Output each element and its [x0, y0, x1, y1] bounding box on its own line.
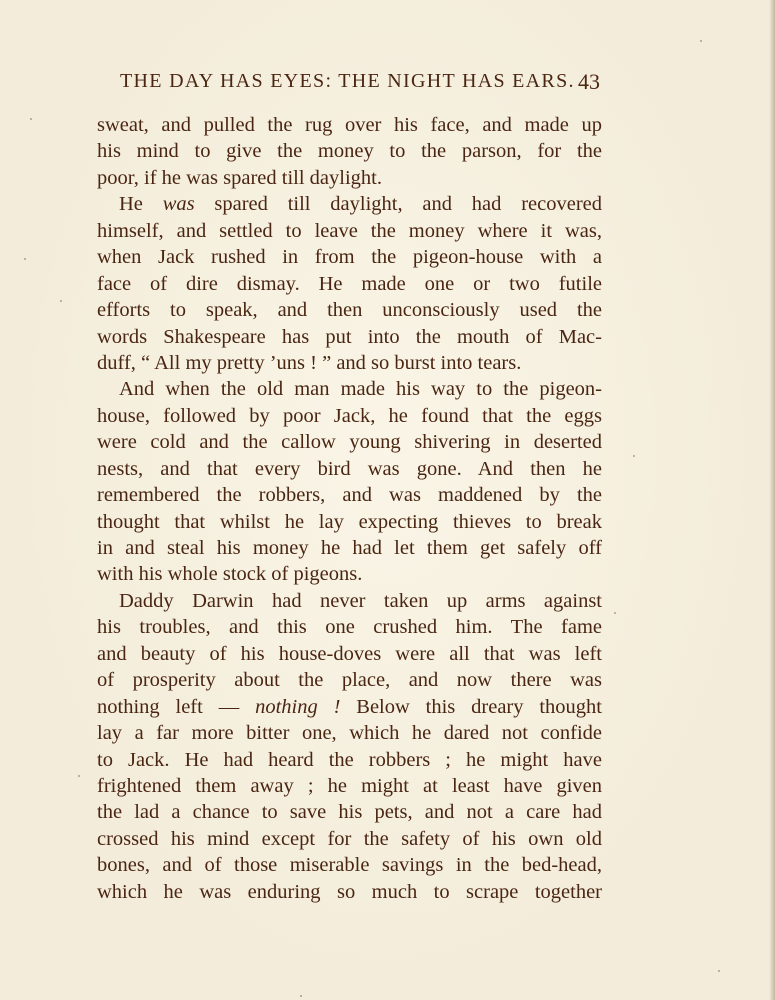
paper-speck — [78, 775, 80, 777]
text-line: which he was enduring so much to scrape together — [97, 880, 602, 903]
running-head — [120, 70, 600, 96]
text-line: poor, if he was spared till daylight. — [97, 166, 382, 189]
text-line: crossed his mind except for the safety of his own old — [97, 827, 602, 850]
text-line: lay a far more bitter one, which he dared not confide — [97, 722, 602, 745]
text-line: face of dire dismay. He made one or two futile — [97, 272, 602, 295]
text-line: with his whole stock of pigeons. — [97, 563, 363, 586]
text-line: in and steal his money he had let them get safely off — [97, 537, 602, 559]
page-edge-shadow — [769, 0, 775, 1000]
italic-emphasis: nothing ! — [255, 695, 341, 718]
text-line: house, followed by poor Jack, he found that the eggs — [97, 404, 602, 427]
paragraph-first-line: He was spared till daylight, and had recovered — [119, 193, 602, 216]
text-line: when Jack rushed in from the pigeon-house with a — [97, 246, 602, 269]
text-line: of prosperity about the place, and now there was — [97, 669, 602, 692]
text-line: and beauty of his house-doves were all that was left — [97, 642, 602, 665]
text-line: sweat, and pulled the rug over his face, and made up — [97, 114, 602, 136]
text-line: his troubles, and this one crushed him. The fame — [97, 616, 602, 639]
paper-speck — [300, 995, 302, 997]
text-line: duff, “ All my pretty ’uns ! ” and so burst into tears. — [97, 351, 522, 374]
text-line: nothing left — nothing ! Below this dreary thought — [97, 695, 603, 718]
paragraph-first-line: And when the old man made his way to the pigeon- — [119, 378, 602, 401]
text-line: frightened them away ; he might at least have given — [97, 774, 602, 797]
text-line: remembered the robbers, and was maddened by the — [97, 484, 602, 507]
text-line: himself, and settled to leave the money where it was, — [97, 219, 602, 242]
paper-speck — [60, 300, 62, 302]
text-line: to Jack. He had heard the robbers ; he might have — [97, 748, 602, 771]
paper-speck — [30, 118, 32, 120]
paper-speck — [718, 970, 720, 972]
text-line: the lad a chance to save his pets, and not a care had — [97, 801, 602, 824]
italic-emphasis: was — [162, 193, 195, 216]
body-text — [97, 112, 602, 905]
text-line: were cold and the callow young shivering in deserted — [97, 431, 602, 454]
paper-speck — [633, 455, 635, 457]
page-number: 43 — [578, 69, 600, 94]
running-head-title: THE DAY HAS EYES: THE NIGHT HAS EARS. — [120, 70, 575, 92]
text-line: words Shakespeare has put into the mouth of Mac- — [97, 325, 602, 348]
text-line: thought that whilst he lay expecting thieves to break — [97, 510, 602, 533]
paper-speck — [700, 40, 702, 42]
text-line: bones, and of those miserable savings in the bed-head, — [97, 854, 602, 877]
paper-speck — [614, 612, 616, 614]
paragraph-first-line: Daddy Darwin had never taken up arms against — [119, 589, 602, 612]
paper-speck — [24, 258, 26, 260]
text-line: efforts to speak, and then unconsciously used the — [97, 299, 602, 322]
text-line: his mind to give the money to the parson, for the — [97, 140, 602, 163]
text-line: nests, and that every bird was gone. And then he — [97, 457, 602, 480]
